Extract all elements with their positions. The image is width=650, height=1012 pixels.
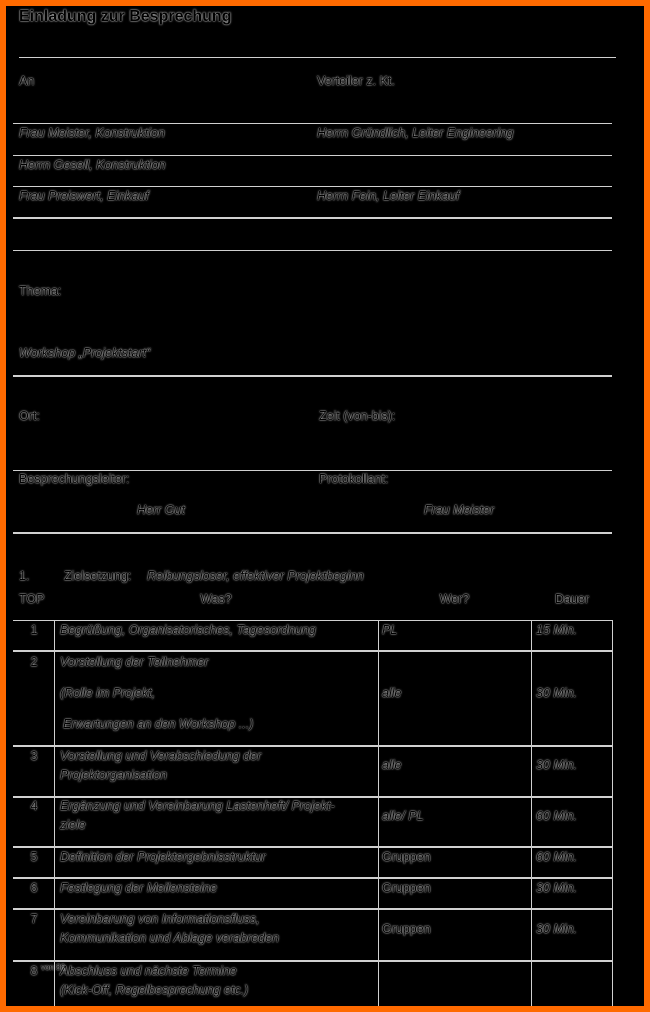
agenda-row-wer: PL [382,623,398,637]
agenda-row-dauer: 30 Min. [536,922,577,936]
thema-label: Thema: [19,284,62,298]
agenda-row-top: 6 [30,881,38,895]
agenda-row-dauer: 30 Min. [536,881,577,895]
agenda-row-was: Vorstellung und Verabschiedung der [60,749,262,763]
table-rule [13,877,613,879]
agenda-row-dauer: 30 Min. [536,758,577,772]
agenda-row-wer: Gruppen [382,881,431,895]
leiter-label: Besprechungsleiter: [19,472,130,486]
page-counter: von 88 [41,963,66,972]
ort-label: Ort: [19,409,40,423]
recipient-an: Frau Preiswert, Einkauf [19,189,149,203]
divider [13,532,612,534]
agenda-row-was: Vorstellung der Teilnehmer [60,655,209,669]
recipient-an: Herrn Gesell, Konstruktion [19,158,166,172]
table-rule [13,846,613,848]
divider [19,57,616,58]
agenda-row-top: 3 [30,749,38,763]
zeit-label: Zeit (von-bis): [319,409,396,423]
agenda-row-dauer: 15 Min. [536,623,577,637]
column-header-dauer: Dauer [554,592,590,606]
protokollant-label: Protokollant: [319,472,389,486]
agenda-row-was: Projektorganisation [60,768,168,782]
protokollant-value: Frau Meister [424,503,495,517]
leiter-value: Herr Gut [137,503,185,517]
agenda-row-wer: alle [382,758,402,772]
agenda-row-dauer: 60 Min. [536,850,577,864]
agenda-row-was: Definition der Projektergebnisstruktur [60,850,266,864]
agenda-row-top: 4 [30,799,38,813]
table-rule [13,796,613,798]
agenda-row-dauer: 30 Min. [536,686,577,700]
agenda-row-dauer: 60 Min. [536,809,577,823]
divider [13,250,612,251]
table-rule [13,745,613,747]
agenda-row-was: ziele [60,818,86,832]
table-col-rule [612,620,613,1006]
thema-value: Workshop „Projektstart“ [19,346,151,360]
agenda-row-was: (Rolle im Projekt, [60,686,156,700]
agenda-row-top: 7 [30,912,38,926]
agenda-row-wer: Gruppen [382,922,431,936]
agenda-row-wer: alle [382,686,402,700]
agenda-row-wer: alle/ PL [382,809,424,823]
table-col-rule [531,620,532,1006]
column-header-wer: Wer? [439,592,470,606]
an-label: An [19,74,35,88]
agenda-row-was: Festlegung der Meilensteine [60,881,218,895]
recipient-verteiler: Herrn Gründlich, Leiter Engineering [317,126,514,140]
agenda-row-was: (Kick-Off, Regelbesprechung etc.) [60,983,249,997]
zielsetzung-label: Zielsetzung: [64,569,132,583]
column-header-was: Was? [200,592,232,606]
table-col-rule [378,620,379,1006]
recipient-verteiler: Herrn Fein, Leiter Einkauf [317,189,460,203]
table-col-rule [54,620,55,1006]
table-rule [13,620,613,621]
agenda-row-was: Begrüßung, Organisatorisches, Tagesordnung [60,623,316,637]
page-title: Einladung zur Besprechung [19,8,232,25]
agenda-row-top: 1 [30,623,38,637]
zielsetzung-value: Reibungsloser, effektiver Projektbeginn [147,569,364,583]
divider [13,186,612,187]
verteiler-label: Verteiler z. Kt. [317,74,395,88]
divider [13,375,612,377]
zielsetzung-number: 1. [19,569,30,583]
agenda-row-was: Kommunikation und Ablage verabreden [60,931,280,945]
agenda-row-was: Erwartungen an den Workshop ...) [63,717,254,731]
agenda-row-was: Abschluss und nächste Termine [60,964,237,978]
divider [13,155,612,156]
agenda-row-was: Vereinbarung von Informationsfluss, [60,912,260,926]
agenda-row-top: 5 [30,850,38,864]
agenda-row-top: 8 [30,964,38,978]
table-rule [13,960,613,962]
table-rule [13,650,613,652]
recipient-an: Frau Meister, Konstruktion [19,126,165,140]
table-rule [13,908,613,910]
agenda-row-top: 2 [30,655,38,669]
divider [13,123,612,124]
agenda-row-was: Ergänzung und Vereinbarung Lastenheft/ Projekt- [60,799,335,813]
column-header-top: TOP [19,592,45,606]
agenda-row-wer: Gruppen [382,850,431,864]
divider [13,217,612,219]
divider [13,470,612,471]
